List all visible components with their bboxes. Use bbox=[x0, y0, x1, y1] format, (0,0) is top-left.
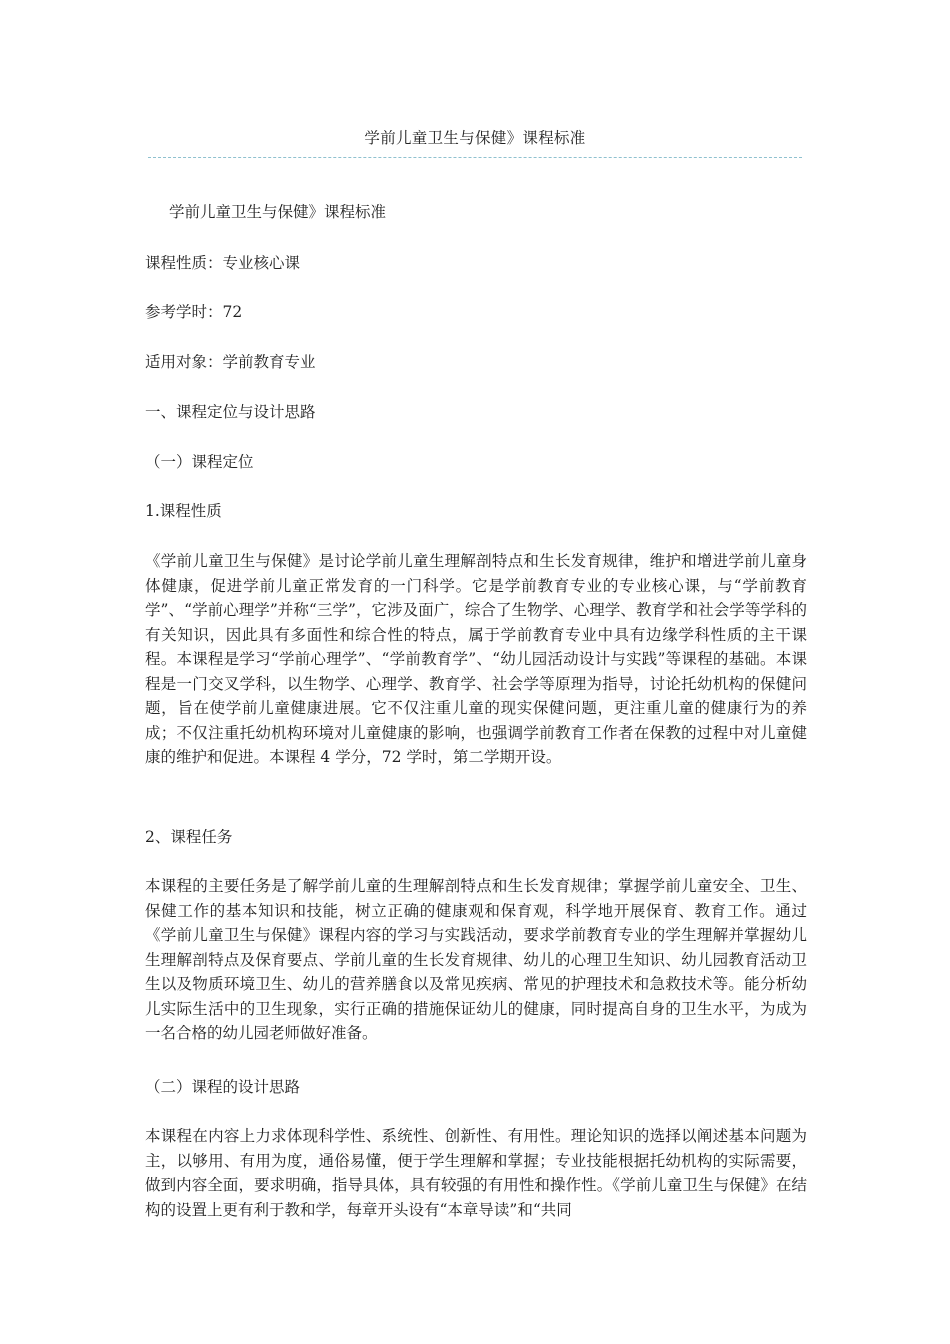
section-heading-1: 一、课程定位与设计思路 bbox=[145, 403, 316, 421]
item-heading-2: 2、课程任务 bbox=[145, 828, 233, 846]
reference-hours-line: 参考学时：72 bbox=[145, 303, 243, 321]
subsection-heading-1: （一）课程定位 bbox=[145, 453, 254, 471]
subsection-heading-2: （二）课程的设计思路 bbox=[145, 1078, 301, 1096]
paragraph-course-task: 本课程的主要任务是了解学前儿童的生理解剖特点和生长发育规律；掌握学前儿童安全、卫生、保健工作的基本知识和技能，树立正确的健康观和保育观，科学地开展保育、教育工作。通过《学前儿童卫生与保健》课程内容的学习与实践活动，要求学前教育专业的学生理解并掌握幼儿生理解剖特点及保育要点、学前儿童的生长发育规律、幼儿的心理卫生知识、幼儿园教育活动卫生以及物质环境卫生、幼儿的营养膳食以及常见疾病、常见的护理技术和急救技术等。能分析幼儿实际生活中的卫生现象，实行正确的措施保证幼儿的健康，同时提高自身的卫生水平，为成为一名合格的幼儿园老师做好准备。 bbox=[145, 877, 807, 1042]
document-title: 学前儿童卫生与保健》课程标准 bbox=[169, 203, 387, 221]
paragraph-course-nature: 《学前儿童卫生与保健》是讨论学前儿童生理解剖特点和生长发育规律，维护和增进学前儿童身体健康，促进学前儿童正常发育的一门科学。它是学前教育专业的专业核心课，与“学前教育学”、“学前心理学”并称“三学”，它涉及面广，综合了生物学、心理学、教育学和社会学等学科的有关知识，因此具有多面性和综合性的特点，属于学前教育专业中具有边缘学科性质的主干课程。本课程是学习“学前心理学”、“学前教育学”、“幼儿园活动设计与实践”等课程的基础。本课程是一门交叉学科，以生物学、心理学、教育学、社会学等原理为指导，讨论托幼机构的保健问题，旨在使学前儿童健康进展。它不仅注重儿童的现实保健问题，更注重儿童的健康行为的养成；不仅注重托幼机构环境对儿童健康的影响，也强调学前教育工作者在保教的过程中对儿童健康的维护和促进。本课程 4 学分，72 学时，第二学期开设。 bbox=[145, 552, 807, 766]
course-nature-line: 课程性质：专业核心课 bbox=[145, 254, 301, 272]
item-heading-1: 1.课程性质 bbox=[145, 502, 222, 520]
header-title: 学前儿童卫生与保健》课程标准 bbox=[364, 129, 586, 147]
paragraph-design-idea: 本课程在内容上力求体现科学性、系统性、创新性、有用性。理论知识的选择以阐述基本问题为主，以够用、有用为度，通俗易懂，便于学生理解和掌握；专业技能根据托幼机构的实际需要，做到内容全面，要求明确，指导具体，具有较强的有用性和操作性。《学前儿童卫生与保健》在结构的设置上更有利于教和学，每章开头设有“本章导读”和“共同 bbox=[145, 1127, 807, 1219]
header-dashed-divider bbox=[148, 157, 802, 158]
target-audience-line: 适用对象：学前教育专业 bbox=[145, 353, 316, 371]
